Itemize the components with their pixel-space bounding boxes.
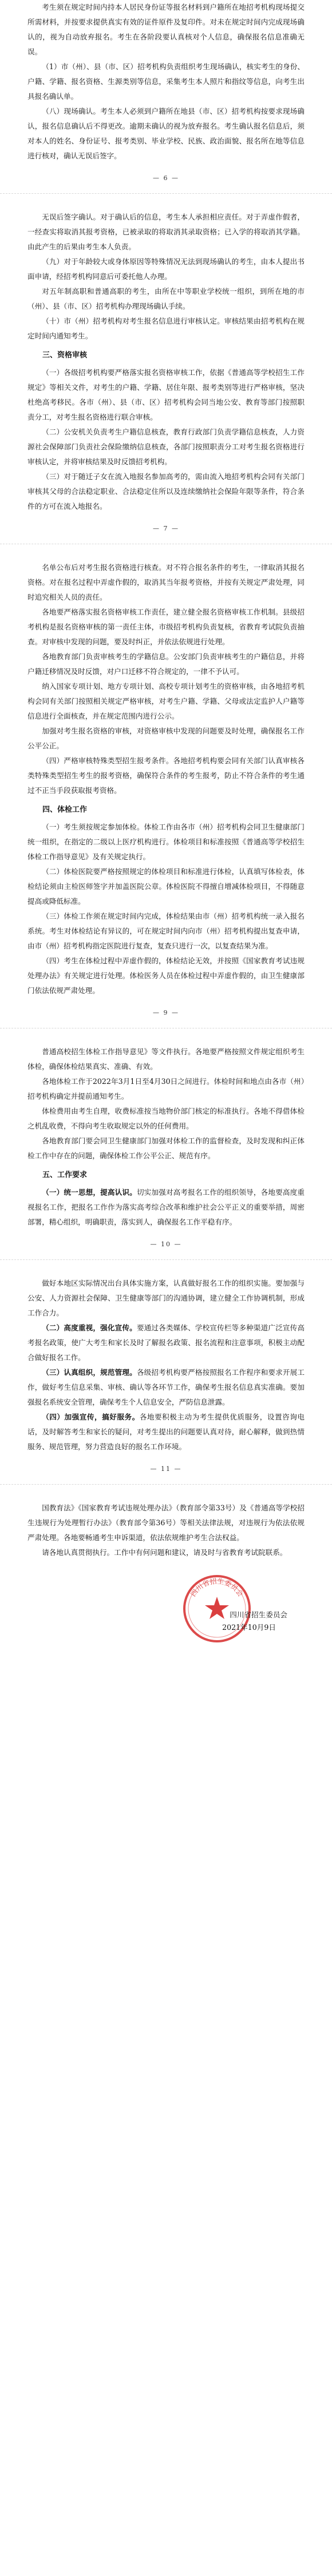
paragraph: （三）对于随迁子女在流入地报名参加高考的，需由流入地招考机构会同有关部门审核其父母的合法稳定职业、合法稳定住所以及连续缴纳社会保险年限等条件，符合条件的方可在流入地报名。 — [27, 472, 305, 511]
paragraph — [27, 1410, 305, 1454]
paragraph: （四）严格审核特殊类型招生报考条件。各地招考机构要会同有关部门认真审核各类特殊类型招生考生的报考资格，确保符合条件的考生报考，防止不符合条件的考生通过不正当手段获取报考资格。 — [27, 756, 305, 795]
paragraph-body: 各地要积极主动为考生提供优质服务，设置咨询电话，及时解答考生和家长的疑问，对考生提出的问题要认真对待，耐心解释，做到热情服务、规范管理，努力营造良好的报名工作环境。 — [27, 1413, 305, 1451]
subheading: （四）加强宣传，搞好服务。 — [42, 1413, 140, 1421]
paragraph: （二）公安机关负责考生户籍信息核查，教育行政部门负责学籍信息核查，人力资源社会保障部门负责社会保险缴纳信息核查，各部门按照职责分工对考生报名资格进行审核认定，并将审核结果及时反馈招考机构。 — [27, 428, 305, 466]
page-divider — [0, 193, 332, 202]
page-number: — 6 — — [153, 174, 179, 182]
paragraph — [27, 1321, 305, 1365]
paragraph: 请各地认真贯彻执行。工作中有何问题和建议，请及时与省教育考试院联系。 — [42, 1548, 287, 1557]
paragraph: 做好本地区实际情况出台具体实施方案，认真做好报名工作的组织实施。要加强与公安、人力资源社会保障、卫生健康等部门的沟通协调，建立健全工作协调机制，形成工作合力。 — [27, 1279, 305, 1317]
paragraph: 各地要严格落实报名资格审核工作责任，建立健全报名资格审核工作机制。县级招考机构是报名资格审核的第一责任主体，市级招考机构负责复核，省教育考试院负责抽查。对审核中发现的问题，要及时纠正，并依法依规进行处理。 — [27, 608, 305, 646]
paragraph: 普通高校招生体检工作指导意见》等文件执行。各地要严格按照文件规定组织考生体检，确保体检结果真实、准确、有效。 — [27, 1047, 305, 1071]
issue-date: 2021年10月9日 — [222, 1623, 276, 1632]
subheading: （二）高度重视，强化宣传。 — [42, 1323, 137, 1332]
paragraph: （九）对于年龄较大或身体原因等特殊情况无法到现场确认的考生，由本人提出书面申请，经招考机构同意后可委托他人办理。 — [27, 257, 305, 281]
paragraph: 名单公布后对考生报名资格进行核查。对不符合报名条件的考生，一律取消其报名资格。对在报名过程中弄虚作假的，取消其当年报考资格，并按有关规定严肃处理，同时追究相关人员的责任。 — [27, 563, 305, 601]
paragraph: （1）市（州）、县（市、区）招考机构负责组织考生现场确认，核实考生的身份、户籍、学籍、报名资格、生源类别等信息，采集考生本人照片和指纹等信息，向考生出具报名确认单。 — [27, 62, 305, 101]
paragraph: 对五年制高职和普通高职的考生，由所在中等职业学校统一组织，到所在地的市（州）、县（市、区）招考机构办理现场确认手续。 — [27, 287, 305, 310]
page-number: — 9 — — [153, 1009, 179, 1016]
signature-block — [27, 1574, 305, 1648]
paragraph: 国教育法》《国家教育考试违规处理办法》（教育部令第33号）及《普通高等学校招生违规行为处理暂行办法》（教育部令第36号）等相关法律法规，对违规行为依法依规严肃处理。各地要畅通考生申诉渠道，依法依规维护考生合法权益。 — [27, 1504, 305, 1542]
paragraph — [27, 1185, 305, 1230]
page-number: — 10 — — [150, 1241, 182, 1248]
paragraph-body: 各级招考机构要严格按照报名工作程序和要求开展工作，做好考生信息采集、审核、确认等各环节工作，确保考生报名信息真实准确。要加强报名系统安全管理，确保考生个人信息安全，严防信息泄露。 — [27, 1368, 305, 1406]
section-heading: 三、资格审核 — [42, 351, 88, 360]
paragraph-body: 切实加强对高考报名工作的组织领导，各地要高度重视报名工作，把报名工作作为落实高考综合改革和维护社会公平正义的重要举措，周密部署，精心组织，明确职责，落实到人，确保报名工作平稳有序。 — [27, 1188, 305, 1226]
page-number: — 7 — — [153, 525, 179, 532]
page-divider — [0, 1484, 332, 1493]
paragraph: 各地教育部门负责审核考生的学籍信息。公安部门负责审核考生的户籍信息，并将户籍迁移情况及时反馈，对户口迁移不符合规定的，一律不予认可。 — [27, 652, 305, 676]
svg-text:四川省招生委员会 — [189, 1577, 245, 1598]
paragraph: （十）市（州）招考机构对考生报名信息进行审核认定。审核结果由招考机构在规定时间内通知考生。 — [27, 317, 305, 340]
paragraph: （二）体检医院要严格按照规定的体检项目和标准进行体检，认真填写体检表，体检结论须由主检医师签字并加盖医院公章。体检医院不得擅自增减体检项目，不得随意提高或降低标准。 — [27, 867, 305, 906]
paragraph-body: 要通过各类媒体、学校宣传栏等多种渠道广泛宣传高考报名政策，使广大考生和家长及时了解报名政策、报名流程和注意事项，积极主动配合做好报名工作。 — [27, 1323, 305, 1362]
paragraph: 体检费用由考生自理，收费标准按当地物价部门核定的标准执行。各地不得借体检之机乱收费，不得向考生收取规定以外的任何费用。 — [27, 1107, 305, 1130]
subheading: （一）统一思想，提高认识。 — [42, 1188, 137, 1197]
page-divider — [0, 1028, 332, 1036]
subheading: （三）认真组织，规范管理。 — [42, 1368, 137, 1377]
paragraph: （一）考生须按规定参加体检。体检工作由各市（州）招考机构会同卫生健康部门统一组织，在指定的二级以上医疗机构进行。体检项目和标准按照《普通高等学校招生体检工作指导意见》及有关规定执行。 — [27, 823, 305, 861]
issuing-organization: 四川省招生委员会 — [230, 1610, 287, 1619]
paragraph: （四）考生在体检过程中弄虚作假的，体检结论无效，并按照《国家教育考试违规处理办法》有关规定进行处理。体检医务人员在体检过程中弄虚作假的，由卫生健康部门依法依规严肃处理。 — [27, 956, 305, 995]
paragraph: （三）体检工作须在规定时间内完成，体检结果由市（州）招考机构统一录入报名系统。考生对体检结论有异议的，可在规定时间内向市（州）招考机构提出复查申请，由市（州）招考机构指定医院进行复查，复查只进行一次，以复查结果为准。 — [27, 912, 305, 950]
page-divider — [0, 1259, 332, 1268]
paragraph: 纳入国家专项计划、地方专项计划、高校专项计划考生的资格审核，由各地招考机构会同有关部门按照相关规定严格审核，对考生户籍、学籍、父母或法定监护人户籍等信息进行全面核查，并在规定范围内进行公示。 — [27, 682, 305, 720]
paragraph: 各地体检工作于2022年3月1日至4月30日之间进行。体检时间和地点由各市（州）招考机构确定并提前通知考生。 — [27, 1077, 305, 1100]
section-heading: 五、工作要求 — [42, 1171, 88, 1179]
section-heading: 四、体检工作 — [42, 806, 88, 814]
paragraph: 无误后签字确认。对于确认后的信息，考生本人承担相应责任。对于弄虚作假者，一经查实将取消其报考资格，已被录取的将取消其录取资格；已入学的将取消其学籍。由此产生的后果由考生本人负责。 — [27, 213, 305, 251]
paragraph — [27, 1365, 305, 1410]
page-number: — 11 — — [150, 1465, 182, 1473]
paragraph: （八）现场确认。考生本人必须到户籍所在地县（市、区）招考机构按要求现场确认，报名信息确认后不得更改。逾期未确认的视为放弃报名。考生确认报名信息后，须对本人的姓名、身份证号、报考类别、毕业学校、民族、政治面貌、报名所在地等信息进行核对，确认无误后签字。 — [27, 107, 305, 160]
paragraph: （一）各级招考机构要严格落实报名资格审核工作，依据《普通高等学校招生工作规定》等相关文件，对考生的户籍、学籍、居住年限、报考类别等进行严格审核，坚决杜绝高考移民。各市（州）、县（市、区）招考机构会同当地公安、教育等部门按照职责分工，对考生报名资格进行联合审核。 — [27, 368, 305, 421]
page-divider — [0, 544, 332, 552]
seal-text: 四川省招生委员会 — [189, 1577, 245, 1598]
paragraph: 考生须在规定时间内持本人居民身份证等报名材料到户籍所在地招考机构现场提交所需材料，并按要求提供真实有效的证件原件及复印件。对未在规定时间内完成现场确认的，视为自动放弃报名。考生在各阶段要认真核对个人信息，确保报名信息准确无误。 — [27, 3, 305, 56]
paragraph: 各地教育部门要会同卫生健康部门加强对体检工作的监督检查，及时发现和纠正体检工作中存在的问题，确保体检工作公平公正、规范有序。 — [27, 1137, 305, 1160]
paragraph: 加强对考生报名资格的审核，对资格审核中发现的问题要及时处理，确保报名工作公平公正。 — [27, 727, 305, 750]
